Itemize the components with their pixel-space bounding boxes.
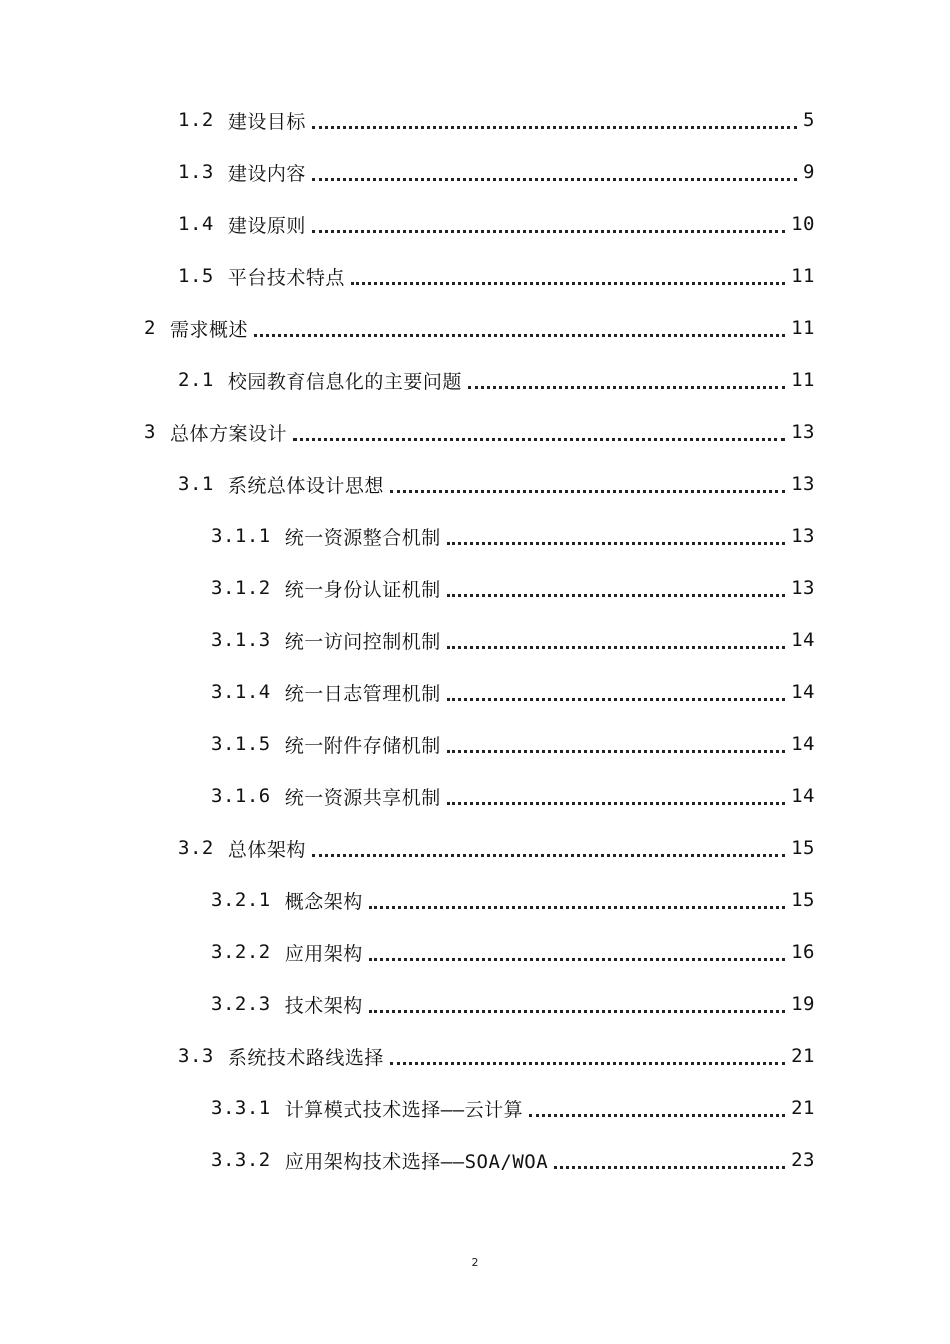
toc-entry-page: 13 — [791, 421, 815, 443]
toc-dot-leader — [312, 178, 797, 181]
toc-entry-title: 需求概述 — [169, 318, 248, 341]
toc-entry-title: 建设目标 — [227, 110, 306, 133]
toc-entry-page: 14 — [791, 629, 815, 651]
toc-entry-page: 21 — [791, 1045, 815, 1067]
toc-entry-number: 3.1.1 — [211, 525, 271, 547]
toc-dot-leader — [447, 698, 785, 701]
toc-entry-page: 11 — [791, 265, 815, 287]
toc-dot-leader — [529, 1114, 785, 1117]
toc-dot-leader — [447, 542, 785, 545]
toc-entry[interactable] — [178, 822, 815, 874]
toc-entry[interactable] — [211, 510, 815, 562]
toc-entry[interactable] — [211, 874, 815, 926]
toc-entry-page: 11 — [791, 317, 815, 339]
toc-entry[interactable] — [211, 562, 815, 614]
toc-entry-title: 计算模式技术选择——云计算 — [284, 1098, 524, 1121]
toc-entry[interactable] — [144, 406, 815, 458]
toc-entry[interactable] — [211, 1134, 815, 1186]
toc-entry-number: 3.1 — [178, 473, 214, 495]
toc-entry[interactable] — [178, 146, 815, 198]
toc-entry-page: 14 — [791, 681, 815, 703]
toc-entry-number: 1.2 — [178, 109, 214, 131]
toc-entry-number: 3.1.5 — [211, 733, 271, 755]
toc-entry-page: 13 — [791, 525, 815, 547]
toc-entry[interactable] — [211, 926, 815, 978]
toc-entry-number: 1.5 — [178, 265, 214, 287]
toc-entry-title: 统一资源共享机制 — [284, 786, 441, 809]
toc-dot-leader — [351, 282, 785, 285]
toc-entry[interactable] — [144, 302, 815, 354]
toc-entry-number: 3.1.4 — [211, 681, 271, 703]
toc-entry-number: 3.2.1 — [211, 889, 271, 911]
toc-entry-number: 1.3 — [178, 161, 214, 183]
toc-dot-leader — [293, 438, 785, 441]
toc-dot-leader — [447, 594, 785, 597]
toc-entry-number: 2.1 — [178, 369, 214, 391]
toc-dot-leader — [369, 1010, 785, 1013]
toc-entry-title: 统一身份认证机制 — [284, 578, 441, 601]
toc-entry-number: 3.1.6 — [211, 785, 271, 807]
toc-entry-number: 2 — [144, 317, 156, 339]
toc-entry-title: 系统总体设计思想 — [227, 474, 384, 497]
toc-entry[interactable] — [178, 250, 815, 302]
toc-entry-page: 14 — [791, 785, 815, 807]
toc-dot-leader — [254, 334, 785, 337]
toc-entry-page: 10 — [791, 213, 815, 235]
toc-dot-leader — [312, 126, 797, 129]
toc-entry-page: 23 — [791, 1149, 815, 1171]
toc-entry[interactable] — [178, 198, 815, 250]
toc-entry-title: 统一日志管理机制 — [284, 682, 441, 705]
toc-entry-number: 3.3.2 — [211, 1149, 271, 1171]
toc-entry-title: 平台技术特点 — [227, 266, 345, 289]
toc-dot-leader — [447, 646, 785, 649]
toc-entry[interactable] — [211, 978, 815, 1030]
toc-dot-leader — [468, 386, 785, 389]
toc-entry-title: 系统技术路线选择 — [227, 1046, 384, 1069]
toc-entry-number: 1.4 — [178, 213, 214, 235]
toc-entry-page: 21 — [791, 1097, 815, 1119]
toc-entry-page: 15 — [791, 837, 815, 859]
toc-entry-page: 13 — [791, 577, 815, 599]
toc-dot-leader — [390, 490, 785, 493]
toc-dot-leader — [369, 958, 785, 961]
toc-entry-page: 11 — [791, 369, 815, 391]
toc-entry[interactable] — [211, 1082, 815, 1134]
toc-entry[interactable] — [178, 94, 815, 146]
toc-entry-page: 19 — [791, 993, 815, 1015]
toc-entry-number: 3.2.3 — [211, 993, 271, 1015]
toc-dot-leader — [390, 1062, 785, 1065]
toc-entry-number: 3 — [144, 421, 156, 443]
toc-entry-title: 应用架构技术选择——SOA/WOA — [284, 1150, 549, 1173]
toc-entry-title: 统一附件存储机制 — [284, 734, 441, 757]
toc-entry[interactable] — [178, 458, 815, 510]
toc-entry[interactable] — [211, 666, 815, 718]
toc-entry-title: 统一资源整合机制 — [284, 526, 441, 549]
toc-dot-leader — [312, 854, 785, 857]
toc-entry-title: 总体方案设计 — [169, 422, 287, 445]
toc-entry-number: 3.3.1 — [211, 1097, 271, 1119]
toc-entry-page: 14 — [791, 733, 815, 755]
toc-entry[interactable] — [211, 770, 815, 822]
toc-entry-page: 13 — [791, 473, 815, 495]
toc-dot-leader — [369, 906, 785, 909]
toc-entry-title: 总体架构 — [227, 838, 306, 861]
toc-entry-title: 统一访问控制机制 — [284, 630, 441, 653]
toc-entry-page: 16 — [791, 941, 815, 963]
toc-entry-number: 3.3 — [178, 1045, 214, 1067]
toc-entry-title: 建设内容 — [227, 162, 306, 185]
toc-entry[interactable] — [178, 1030, 815, 1082]
toc-entry-number: 3.1.3 — [211, 629, 271, 651]
toc-entry-page: 5 — [803, 109, 815, 131]
toc-dot-leader — [447, 802, 785, 805]
toc-entry-page: 15 — [791, 889, 815, 911]
toc-entry[interactable] — [211, 614, 815, 666]
toc-dot-leader — [447, 750, 785, 753]
toc-entry-number: 3.2.2 — [211, 941, 271, 963]
toc-entry[interactable] — [178, 354, 815, 406]
toc-dot-leader — [554, 1166, 785, 1169]
toc-entry-title: 技术架构 — [284, 994, 363, 1017]
toc-entry-number: 3.2 — [178, 837, 214, 859]
toc-entry-title: 校园教育信息化的主要问题 — [227, 370, 462, 393]
toc-entry-title: 应用架构 — [284, 942, 363, 965]
toc-entry-number: 3.1.2 — [211, 577, 271, 599]
toc-entry-title: 建设原则 — [227, 214, 306, 237]
toc-entry-page: 9 — [803, 161, 815, 183]
toc-entry-title: 概念架构 — [284, 890, 363, 913]
toc-dot-leader — [312, 230, 785, 233]
toc-entry[interactable] — [211, 718, 815, 770]
page-number: 2 — [471, 1256, 479, 1269]
